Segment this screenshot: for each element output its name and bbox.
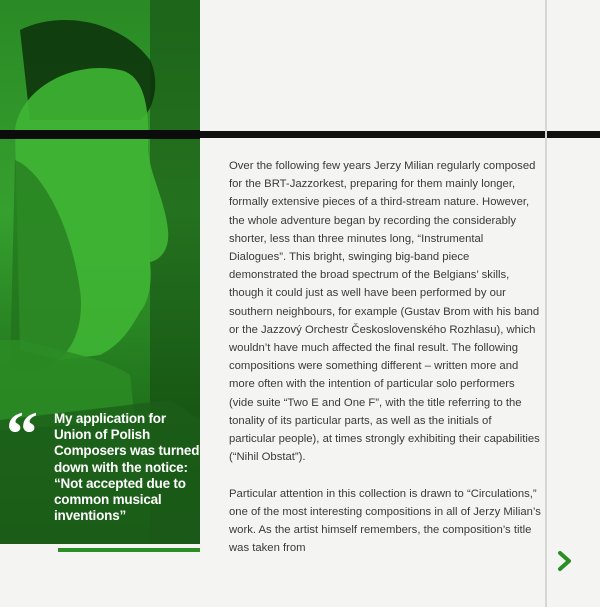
- photo-bottom-strip: [0, 544, 200, 607]
- pull-quote: My application for Union of Polish Composers was turned down with the notice: “Not accepted due to common musical inventions”: [54, 411, 200, 524]
- chevron-right-icon[interactable]: [556, 550, 574, 572]
- page-edge-rule: [545, 0, 547, 607]
- article-body: [229, 157, 541, 558]
- header-rule-right: [200, 131, 600, 138]
- article-paragraph: Over the following few years Jerzy Milian regularly composed for the BRT-Jazzorkest, preparing for them mainly longer, formally extensive pieces of a third-stream nature. However, the whole adventure began by recording the considerably shorter, less than three minutes long, “Instrumental Dialogues”. This bright, swinging big-band piece demonstrated the broad spectrum of the Belgians’ skills, though it could just as well have been performed by our southern neighbours, for example (Gustav Brom with his band or the Jazzový Orchestr Československého Rozhlasu), which wouldn’t have much affected the final result. The following compositions were something different – written more and more often with the intention of particular solo performers (vide suite “Two E and One F”, with the title referring to the tonality of its particular parts, as well as the initials of particular people), at times strongly exhibiting their capabilities (“Nihil Obstat”).: [229, 160, 540, 464]
- pull-quote-underline: [58, 548, 200, 552]
- quote-mark-icon: “: [6, 398, 38, 469]
- header-rule-left: [0, 130, 200, 139]
- article-paragraph: Particular attention in this collection is drawn to “Circulations,” one of the most interesting compositions in all of Jerzy Milian’s work. As the artist himself remembers, the composition’s title was taken from: [229, 487, 541, 555]
